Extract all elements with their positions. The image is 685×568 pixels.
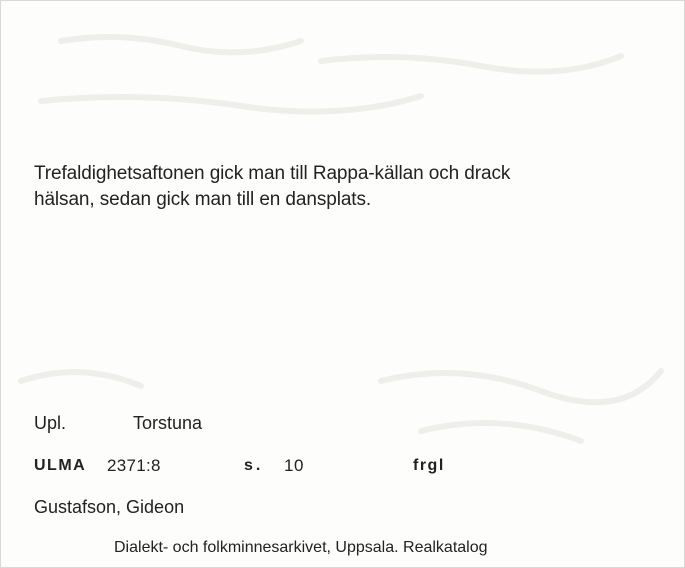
bleed-through-texture bbox=[1, 1, 685, 568]
region-label: Upl. bbox=[34, 413, 67, 433]
accession-number: 2371:8 bbox=[107, 456, 161, 475]
archive-footer: Dialekt- och folkminnesarkivet, Uppsala. Realkatalog bbox=[114, 539, 488, 556]
record-text bbox=[34, 161, 634, 213]
parish-label: Torstuna bbox=[133, 413, 203, 433]
record-text-line-1: Trefaldighetsaftonen gick man till Rappa-källan och drack bbox=[34, 163, 511, 184]
category-code: frgl bbox=[413, 457, 445, 474]
archive-code: ULMA bbox=[34, 457, 87, 474]
page-number: 10 bbox=[284, 456, 304, 475]
record-text-line-2: hälsan, sedan gick man till en dansplats. bbox=[34, 189, 372, 210]
informant-name: Gustafson, Gideon bbox=[34, 497, 185, 517]
page-label: s. bbox=[244, 457, 264, 474]
